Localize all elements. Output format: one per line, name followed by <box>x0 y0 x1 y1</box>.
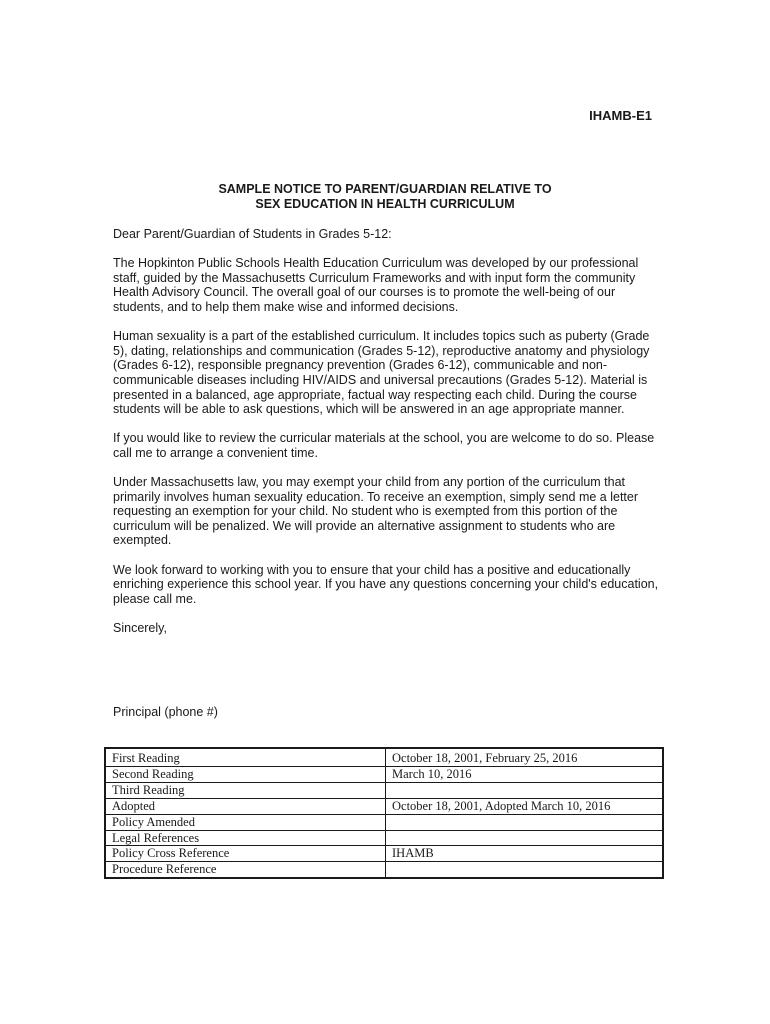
table-row <box>105 782 663 798</box>
paragraph-closing: We look forward to working with you to ensure that your child has a positive and educationally enriching experience this school year. If you have any questions concerning your child's education, please call me. <box>113 562 659 606</box>
signature-line: Principal (phone #) <box>113 705 218 719</box>
closing: Sincerely, <box>113 621 167 636</box>
row-value <box>386 782 664 798</box>
row-label: Policy Amended <box>105 814 386 830</box>
table-row <box>105 798 663 814</box>
row-value <box>386 830 664 846</box>
row-label: Legal References <box>105 830 386 846</box>
row-value: October 18, 2001, Adopted March 10, 2016 <box>386 798 664 814</box>
row-value: March 10, 2016 <box>386 766 664 782</box>
paragraph-exemption: Under Massachusetts law, you may exempt your child from any portion of the curriculum that primarily involves human sexuality education. To receive an exemption, simply send me a letter requesting an exemption for your child. No student who is exempted from this portion of the curriculum will be penalized. We will provide an alternative assignment to students who are exempted. <box>113 475 639 548</box>
paragraph-review: If you would like to review the curricular materials at the school, you are welcome to do so. Please call me to arrange a convenient time. <box>113 431 655 460</box>
row-value <box>386 814 664 830</box>
letter-body <box>113 227 661 650</box>
row-value <box>386 862 664 878</box>
paragraph-curriculum: Human sexuality is a part of the established curriculum. It includes topics such as puberty (Grade 5), dating, relationships and communication (Grades 5-12), reproductive anatomy and physiology (Grades 6-12), responsible pregnancy prevention (Grades 6-12), communicable and non-communicable diseases including HIV/AIDS and universal precautions (Grades 5-12). Material is presented in a balanced, age appropriate, factual way respecting each child. During the course students will be able to ask questions, which will be answered in an age appropriate manner. <box>113 329 650 417</box>
table-row <box>105 814 663 830</box>
table-row <box>105 766 663 782</box>
document-code: IHAMB-E1 <box>589 108 652 123</box>
table-row <box>105 830 663 846</box>
policy-history-table <box>104 747 664 879</box>
row-label: Procedure Reference <box>105 862 386 878</box>
paragraph-intro: The Hopkinton Public Schools Health Education Curriculum was developed by our professional staff, guided by the Massachusetts Curriculum Frameworks and with input form the community Health Advisory Council. The overall goal of our courses is to promote the well-being of our students, and to help them make wise and informed decisions. <box>113 256 639 314</box>
table-row <box>105 862 663 878</box>
table-row <box>105 748 663 766</box>
salutation: Dear Parent/Guardian of Students in Grades 5-12: <box>113 227 392 241</box>
table-row <box>105 846 663 862</box>
title-line-2: SEX EDUCATION IN HEALTH CURRICULUM <box>255 197 515 211</box>
document-title <box>0 182 770 212</box>
row-label: Third Reading <box>105 782 386 798</box>
row-value: October 18, 2001, February 25, 2016 <box>386 748 664 766</box>
row-label: Adopted <box>105 798 386 814</box>
title-line-1: SAMPLE NOTICE TO PARENT/GUARDIAN RELATIVE TO <box>218 182 552 196</box>
row-value: IHAMB <box>386 846 664 862</box>
row-label: First Reading <box>105 748 386 766</box>
row-label: Policy Cross Reference <box>105 846 386 862</box>
row-label: Second Reading <box>105 766 386 782</box>
